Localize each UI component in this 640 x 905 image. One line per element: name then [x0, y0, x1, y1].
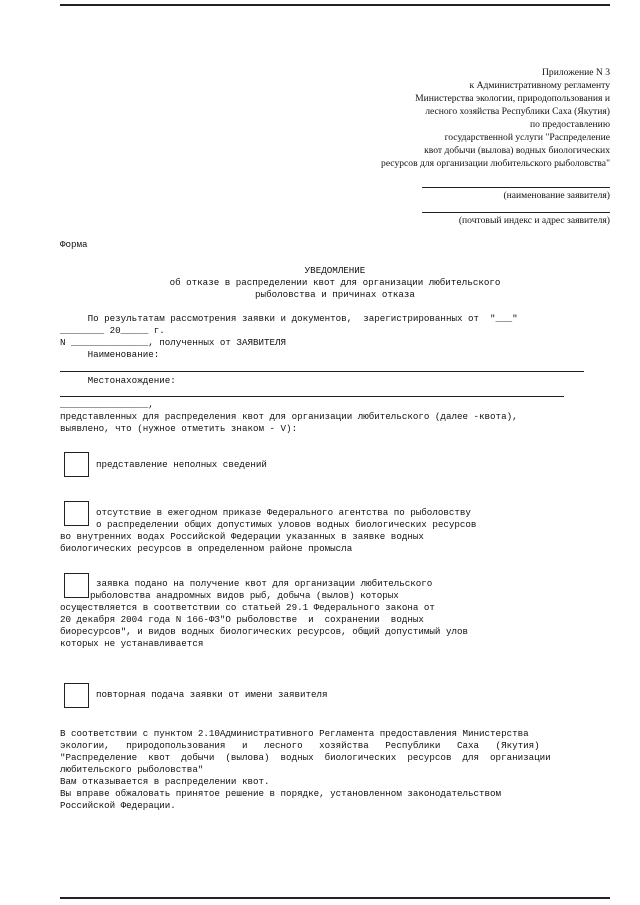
- reason-checkbox[interactable]: [64, 501, 89, 526]
- name-field-line[interactable]: [60, 371, 584, 372]
- intro-text: N ______________, полученных от ЗАЯВИТЕЛЯ: [60, 337, 287, 348]
- applicant-address-label: (почтовый индекс и адрес заявителя): [458, 215, 610, 226]
- underscore-line: ________________,: [60, 399, 154, 410]
- bottom-rule: [60, 897, 610, 899]
- reason-text: осуществляется в соответствии со статьей 29.1 Федерального закона от: [60, 602, 435, 613]
- name-field-label: Наименование:: [60, 349, 160, 360]
- appendix-line: к Административному регламенту: [469, 80, 610, 91]
- applicant-address-line: [422, 212, 610, 213]
- conclusion-text: В соответствии с пунктом 2.10Административного Регламента предоставления Министерства: [60, 728, 529, 739]
- applicant-name-label: (наименование заявителя): [503, 190, 610, 201]
- location-field-label: Местонахождение:: [60, 375, 176, 386]
- form-label: Форма: [60, 239, 88, 250]
- conclusion-text: Вам отказывается в распределении квот.: [60, 776, 270, 787]
- presented-text: представленных для распределения квот для организации любительского (далее -квота),: [60, 411, 518, 422]
- reason-text: представление неполных сведений: [96, 459, 267, 470]
- appendix-line: Министерства экологии, природопользования и: [415, 93, 610, 104]
- location-field-line[interactable]: [60, 396, 564, 397]
- reason-text: биологических ресурсов в определенном районе промысла: [60, 543, 353, 554]
- appendix-line: Приложение N 3: [541, 67, 610, 78]
- appendix-line: квот добычи (вылова) водных биологических: [424, 145, 610, 156]
- reason-text: 20 декабря 2004 года N 166-ФЗ"О рыболовстве и сохранении водных: [60, 614, 424, 625]
- reason-text: которых не устанавливается: [60, 638, 204, 649]
- conclusion-text: любительского рыболовства": [60, 764, 204, 775]
- conclusion-text: Вы вправе обжаловать принятое решение в порядке, установленном законодательством: [60, 788, 502, 799]
- appendix-line: государственной услуги "Распределение: [444, 132, 610, 143]
- reason-checkbox[interactable]: [64, 573, 89, 598]
- document-title: УВЕДОМЛЕНИЕ: [304, 265, 366, 276]
- reason-checkbox[interactable]: [64, 452, 89, 477]
- presented-text: выявлено, что (нужное отметить знаком - V):: [60, 423, 298, 434]
- appendix-line: по предоставлению: [529, 119, 610, 130]
- conclusion-text: "Распределение квот добычи (вылова) водных биологических ресурсов для организации: [60, 752, 551, 763]
- document-subtitle: рыболовства и причинах отказа: [255, 289, 415, 300]
- reason-text: во внутренних водах Российской Федерации указанных в заявке водных: [60, 531, 424, 542]
- applicant-name-line: [422, 187, 610, 188]
- conclusion-text: Российской Федерации.: [60, 800, 176, 811]
- reason-checkbox[interactable]: [64, 683, 89, 708]
- reason-text: биоресурсов", и видов водных биологических ресурсов, общий допустимый улов: [60, 626, 468, 637]
- document-subtitle: об отказе в распределении квот для организации любительского: [169, 277, 501, 288]
- reason-text: о распределении общих допустимых уловов водных биологических ресурсов: [96, 519, 477, 530]
- reason-text: повторная подача заявки от имени заявителя: [96, 689, 328, 700]
- top-rule: [60, 4, 610, 6]
- reason-text: заявка подано на получение квот для организации любительского: [96, 578, 433, 589]
- reason-text: отсутствие в ежегодном приказе Федерального агентства по рыболовству: [96, 507, 471, 518]
- conclusion-text: экологии, природопользования и лесного хозяйства Республики Саха (Якутия): [60, 740, 540, 751]
- appendix-line: ресурсов для организации любительского рыболовства": [381, 158, 610, 169]
- appendix-line: лесного хозяйства Республики Саха (Якутия): [425, 106, 610, 117]
- intro-text: По результатам рассмотрения заявки и документов, зарегистрированных от "___": [60, 313, 518, 324]
- reason-text: рыболовства анадромных видов рыб, добыча (вылов) которых: [90, 590, 399, 601]
- intro-text: ________ 20_____ г.: [60, 325, 165, 336]
